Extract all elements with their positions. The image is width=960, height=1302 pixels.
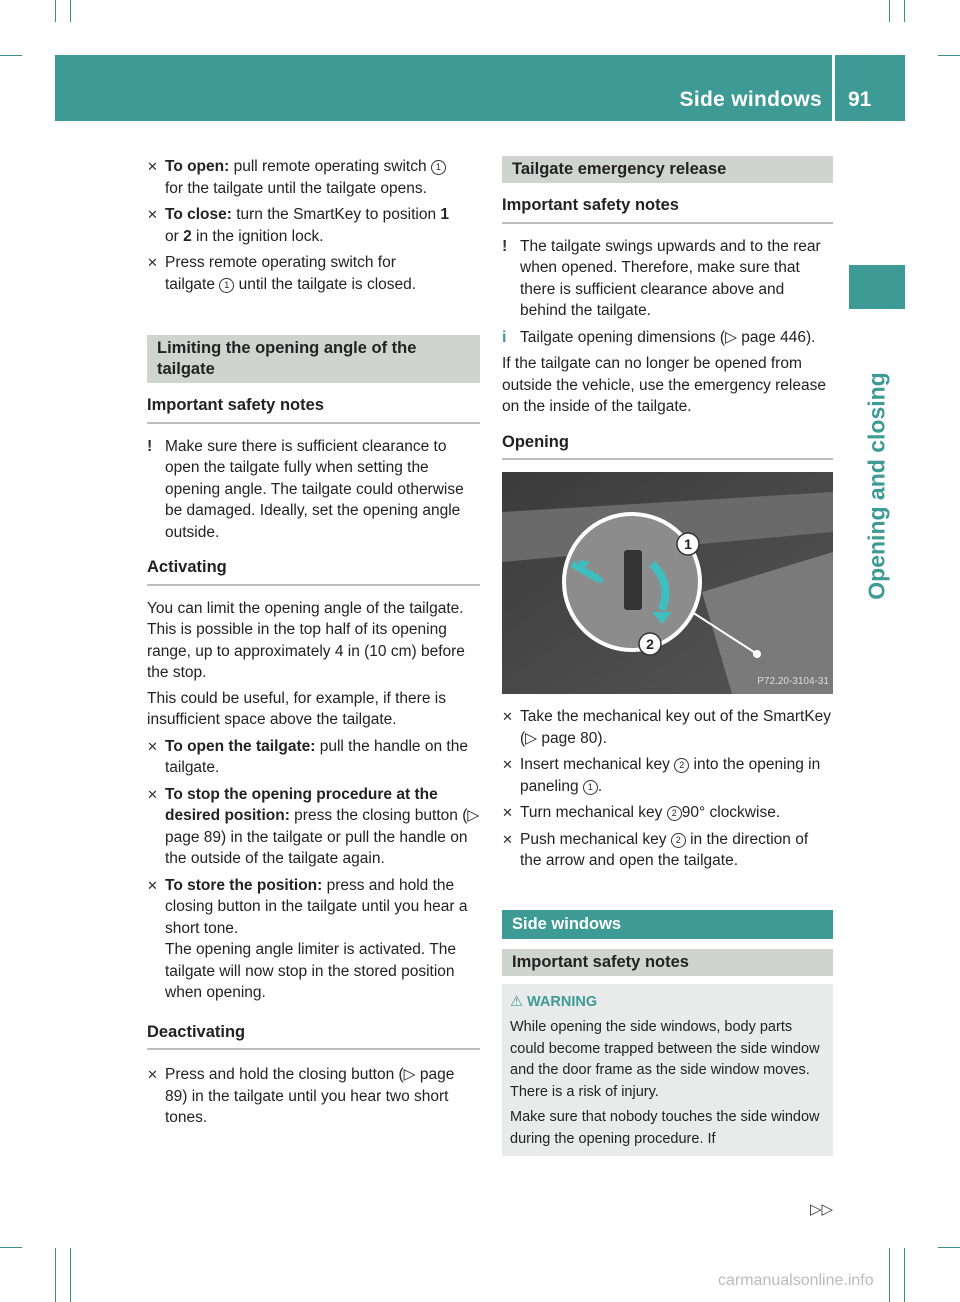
info-note: i Tailgate opening dimensions (▷ page 446). bbox=[502, 327, 833, 349]
bullet-x-icon: ✕ bbox=[502, 805, 513, 820]
callout-number: 2 bbox=[671, 833, 686, 848]
crop-mark bbox=[0, 1247, 22, 1248]
bullet-item: ✕ To store the position: press and hold the closing button in the tailgate until you hear a short tone. bbox=[147, 876, 468, 937]
paragraph: This could be useful, for example, if there is insufficient space above the tailgate. bbox=[147, 689, 446, 728]
crop-mark bbox=[55, 1248, 56, 1302]
subheading: Deactivating bbox=[147, 1022, 480, 1051]
figure-callout-2: 2 bbox=[646, 636, 654, 652]
crop-mark bbox=[889, 1248, 890, 1302]
continue-arrow-icon: ▷▷ bbox=[810, 1201, 834, 1218]
crop-mark bbox=[904, 1248, 905, 1302]
section-heading: Limiting the opening angle of the tailgate bbox=[147, 335, 480, 383]
callout-number: 1 bbox=[219, 278, 234, 293]
exclamation-icon: ! bbox=[147, 437, 153, 455]
page-number: 91 bbox=[848, 88, 872, 111]
callout-number: 1 bbox=[583, 780, 598, 795]
crop-mark bbox=[889, 0, 890, 22]
subheading: Important safety notes bbox=[147, 395, 480, 424]
callout-number: 2 bbox=[667, 806, 682, 821]
caution-note: ! Make sure there is sufficient clearance to open the tailgate fully when setting the opening angle. The tailgate could otherwise be damaged. Ideally, set the opening angle outside. bbox=[147, 437, 464, 541]
crop-mark bbox=[70, 1248, 71, 1302]
callout-number: 1 bbox=[431, 160, 446, 175]
caution-note: ! The tailgate swings upwards and to the rear when opened. Therefore, make sure that there is sufficient clearance above and behind the tailgate. bbox=[502, 237, 821, 319]
bullet-x-icon: ✕ bbox=[502, 709, 513, 724]
bullet-item: ✕ To stop the opening procedure at the desired position: press the closing button (▷ page 89) in the tailgate or pull the handle on the outside of the tailgate again. bbox=[147, 785, 480, 867]
warning-text: Make sure that nobody touches the side window during the opening procedure. If bbox=[510, 1109, 820, 1147]
header-separator bbox=[832, 55, 835, 121]
bullet-x-icon: ✕ bbox=[147, 877, 158, 893]
bullet-x-icon: ✕ bbox=[502, 831, 513, 847]
bullet-item: ✕ Take the mechanical key out of the SmartKey (▷ page 80). bbox=[502, 708, 832, 747]
info-icon: i bbox=[502, 328, 507, 346]
paragraph: You can limit the opening angle of the tailgate. This is possible in the top half of its opening range, up to approximately 4 in (10 cm) before the stop. bbox=[147, 599, 465, 681]
warning-heading: ⚠ WARNING bbox=[510, 993, 598, 1010]
bullet-x-icon: ✕ bbox=[147, 159, 158, 174]
crop-mark bbox=[70, 0, 71, 22]
right-column bbox=[502, 156, 833, 1156]
figure-tailgate-release bbox=[502, 472, 833, 694]
subheading: Activating bbox=[147, 557, 480, 586]
bullet-item: ✕ To close: turn the SmartKey to position 1 or 2 in the ignition lock. bbox=[147, 206, 450, 245]
bullet-item: ✕ Press remote operating switch for tailgate 1 until the tailgate is closed. bbox=[147, 254, 417, 293]
bullet-item: ✕ Press and hold the closing button (▷ page 89) in the tailgate until you hear two short tones. bbox=[147, 1066, 455, 1126]
bullet-item: ✕ To open the tailgate: pull the handle on the tailgate. bbox=[147, 737, 468, 776]
paragraph: If the tailgate can no longer be opened from outside the vehicle, use the emergency release on the inside of the tailgate. bbox=[502, 355, 826, 415]
warning-text: While opening the side windows, body parts could become trapped between the side window and the door frame as the side window moves. There is a risk of injury. bbox=[510, 1019, 820, 1100]
warning-box bbox=[502, 984, 833, 1157]
watermark: carmanualsonline.info bbox=[718, 1272, 874, 1289]
bullet-x-icon: ✕ bbox=[502, 757, 513, 772]
side-tab-label: Opening and closing bbox=[863, 372, 890, 600]
warning-triangle-icon: ⚠ bbox=[510, 993, 528, 1010]
crop-mark bbox=[0, 55, 22, 56]
figure-illustration bbox=[502, 472, 833, 694]
bullet-item: ✕ Push mechanical key 2 in the direction of the arrow and open the tailgate. bbox=[502, 830, 809, 869]
bullet-x-icon: ✕ bbox=[147, 255, 158, 270]
callout-number: 2 bbox=[674, 758, 689, 773]
crop-mark bbox=[938, 1247, 960, 1248]
subheading: Opening bbox=[502, 432, 833, 461]
header-title: Side windows bbox=[679, 88, 822, 111]
bullet-x-icon: ✕ bbox=[147, 1067, 158, 1082]
bullet-x-icon: ✕ bbox=[147, 738, 158, 754]
figure-reference: P72.20-3104-31 bbox=[757, 675, 829, 687]
section-heading-teal: Side windows bbox=[502, 910, 833, 939]
bullet-continuation: The opening angle limiter is activated. The tailgate will now stop in the stored position when opening. bbox=[165, 941, 456, 1001]
left-column bbox=[147, 156, 480, 1134]
crop-mark bbox=[904, 0, 905, 22]
bullet-item: ✕ Turn mechanical key 2 90° clockwise. bbox=[502, 802, 833, 824]
subheading: Important safety notes bbox=[502, 195, 833, 224]
figure-callout-1: 1 bbox=[684, 536, 692, 552]
bullet-item: ✕ To open: pull remote operating switch 1 for the tailgate until the tailgate opens. bbox=[147, 156, 480, 199]
exclamation-icon: ! bbox=[502, 237, 508, 255]
bullet-x-icon: ✕ bbox=[147, 786, 158, 802]
section-heading: Tailgate emergency release bbox=[502, 156, 833, 183]
crop-mark bbox=[938, 55, 960, 56]
side-tab-marker bbox=[849, 265, 905, 309]
crop-mark bbox=[55, 0, 56, 22]
section-heading: Important safety notes bbox=[502, 949, 833, 976]
bullet-x-icon: ✕ bbox=[147, 207, 158, 222]
bullet-item: ✕ Insert mechanical key 2 into the opening in paneling 1 . bbox=[502, 756, 821, 795]
